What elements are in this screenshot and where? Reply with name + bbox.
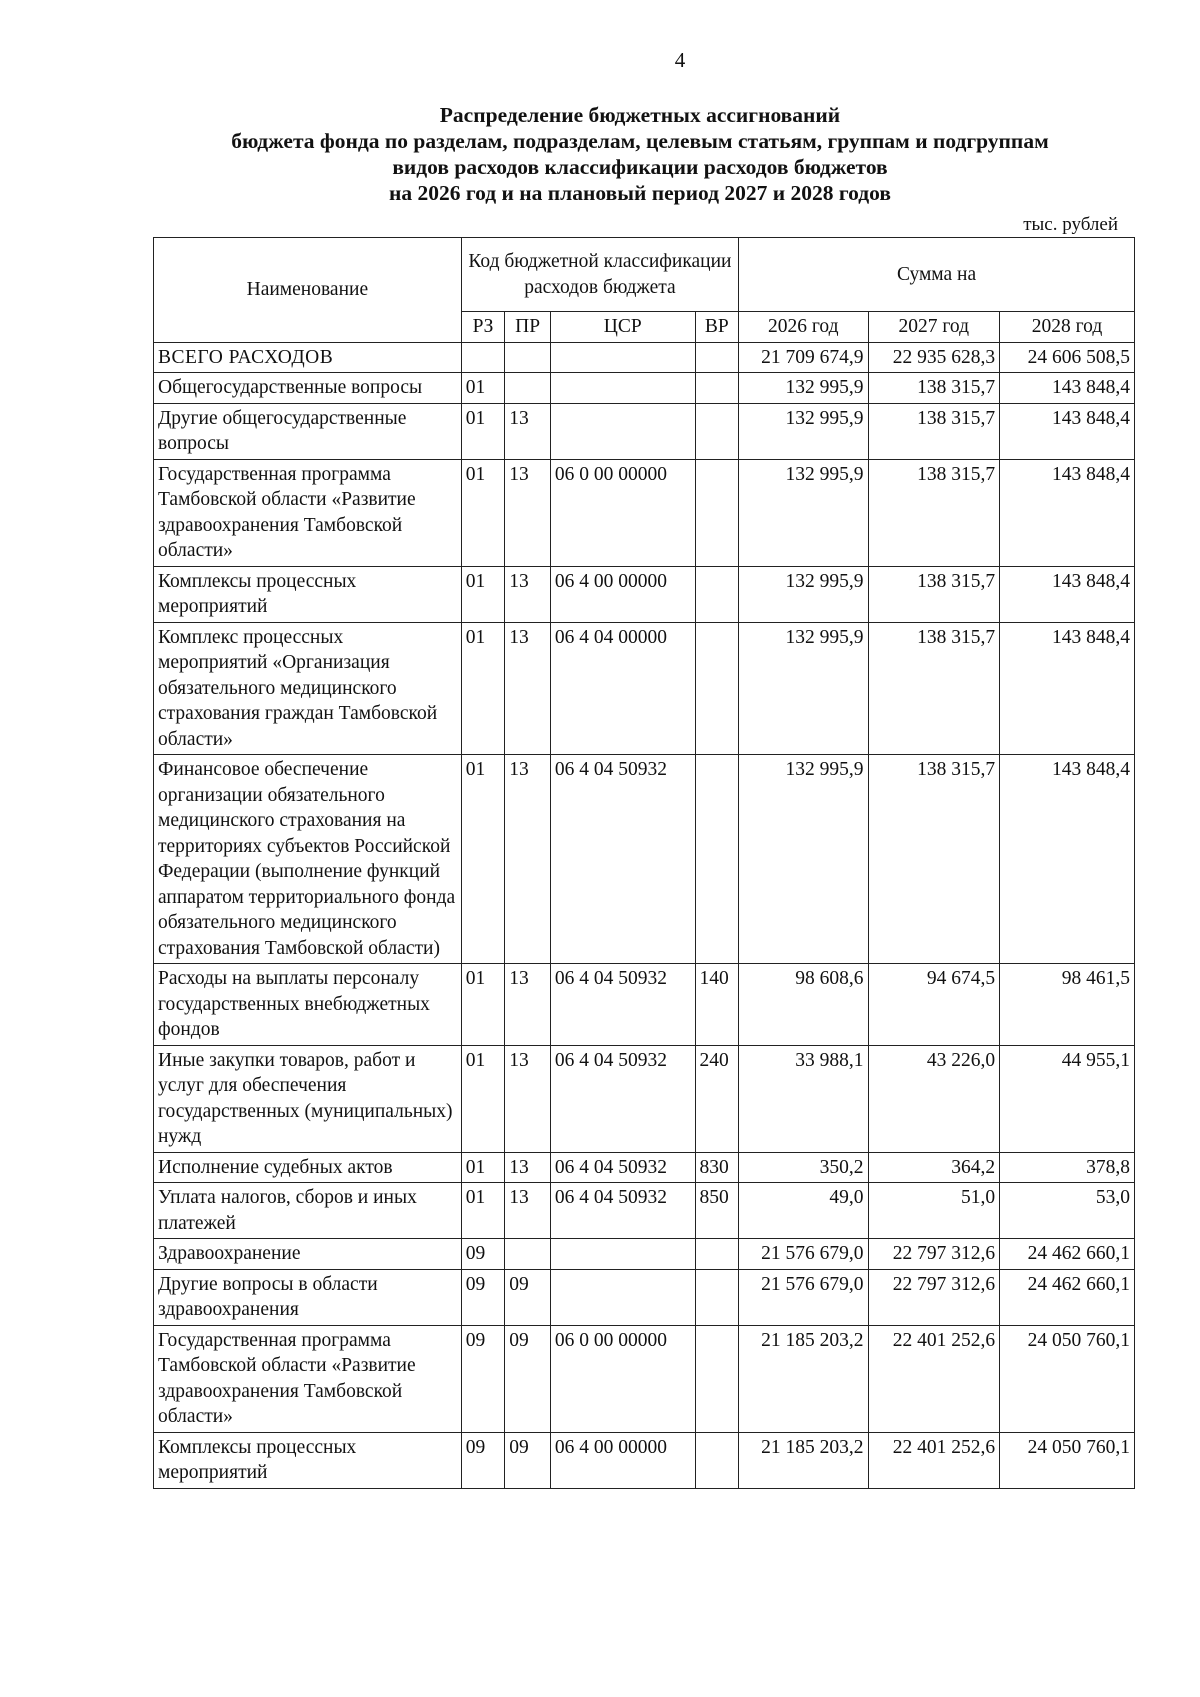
table-body [154, 342, 1135, 1488]
title-line: Распределение бюджетных ассигнований [439, 103, 841, 127]
row-sum-2028: 143 848,4 [1000, 622, 1135, 755]
row-sum-2026: 21 185 203,2 [739, 1325, 868, 1432]
row-name: Здравоохранение [154, 1239, 462, 1270]
row-pr: 09 [505, 1432, 551, 1488]
row-vr [695, 1239, 739, 1270]
row-rz: 09 [461, 1325, 505, 1432]
row-sum-2028: 143 848,4 [1000, 459, 1135, 566]
header-csr: ЦСР [550, 312, 695, 343]
row-sum-2026: 49,0 [739, 1183, 868, 1239]
title-line: видов расходов классификации расходов бюджетов [392, 155, 888, 179]
row-name: Иные закупки товаров, работ и услуг для обеспечения государственных (муниципальных) нужд [154, 1045, 462, 1152]
row-rz: 01 [461, 403, 505, 459]
row-vr [695, 1432, 739, 1488]
row-name: Государственная программа Тамбовской области «Развитие здравоохранения Тамбовской области» [154, 459, 462, 566]
row-sum-2027: 138 315,7 [868, 459, 1000, 566]
row-rz: 01 [461, 964, 505, 1046]
row-name: Другие вопросы в области здравоохранения [154, 1269, 462, 1325]
row-csr: 06 4 04 50932 [550, 1045, 695, 1152]
row-sum-2026: 21 576 679,0 [739, 1269, 868, 1325]
row-sum-2027: 43 226,0 [868, 1045, 1000, 1152]
row-name: Финансовое обеспечение организации обязательного медицинского страхования на территориях субъектов Российской Федерации (выполнение функций аппаратом территориального фонда обязательного медицинского страхования Тамбовской области) [154, 755, 462, 964]
row-vr [695, 755, 739, 964]
row-sum-2027: 364,2 [868, 1152, 1000, 1183]
row-vr [695, 342, 739, 373]
row-vr: 830 [695, 1152, 739, 1183]
budget-table [153, 237, 1135, 1489]
row-vr [695, 459, 739, 566]
row-pr: 13 [505, 403, 551, 459]
page-number: 4 [674, 48, 686, 72]
title-line: бюджета фонда по разделам, подразделам, целевым статьям, группам и подгруппам [231, 129, 1049, 153]
row-sum-2027: 22 797 312,6 [868, 1239, 1000, 1270]
header-code-group: Код бюджетной классификации расходов бюджета [461, 238, 738, 312]
row-vr: 240 [695, 1045, 739, 1152]
row-pr: 13 [505, 964, 551, 1046]
row-sum-2026: 21 576 679,0 [739, 1239, 868, 1270]
row-sum-2028: 24 462 660,1 [1000, 1239, 1135, 1270]
row-rz: 01 [461, 566, 505, 622]
row-vr [695, 1325, 739, 1432]
row-rz: 01 [461, 622, 505, 755]
row-sum-2028: 24 606 508,5 [1000, 342, 1135, 373]
row-name: Расходы на выплаты персоналу государственных внебюджетных фондов [154, 964, 462, 1046]
row-sum-2028: 53,0 [1000, 1183, 1135, 1239]
header-sum-group: Сумма на [739, 238, 1135, 312]
row-csr: 06 0 00 00000 [550, 459, 695, 566]
row-rz: 09 [461, 1432, 505, 1488]
row-name: Исполнение судебных актов [154, 1152, 462, 1183]
row-rz: 01 [461, 459, 505, 566]
row-sum-2028: 143 848,4 [1000, 403, 1135, 459]
row-csr [550, 403, 695, 459]
row-pr: 13 [505, 459, 551, 566]
header-pr: ПР [505, 312, 551, 343]
row-sum-2026: 132 995,9 [739, 373, 868, 404]
row-csr [550, 373, 695, 404]
row-sum-2027: 22 401 252,6 [868, 1325, 1000, 1432]
row-sum-2027: 138 315,7 [868, 403, 1000, 459]
row-name: Общегосударственные вопросы [154, 373, 462, 404]
row-sum-2026: 350,2 [739, 1152, 868, 1183]
row-vr [695, 566, 739, 622]
table-row [154, 1432, 1135, 1488]
row-sum-2026: 21 185 203,2 [739, 1432, 868, 1488]
row-pr [505, 373, 551, 404]
row-name: Другие общегосударственные вопросы [154, 403, 462, 459]
row-sum-2028: 143 848,4 [1000, 566, 1135, 622]
row-sum-2027: 94 674,5 [868, 964, 1000, 1046]
row-name: Комплексы процессных мероприятий [154, 566, 462, 622]
row-sum-2027: 22 401 252,6 [868, 1432, 1000, 1488]
row-sum-2026: 21 709 674,9 [739, 342, 868, 373]
row-sum-2028: 98 461,5 [1000, 964, 1135, 1046]
row-rz: 09 [461, 1239, 505, 1270]
row-sum-2027: 51,0 [868, 1183, 1000, 1239]
row-rz: 01 [461, 1152, 505, 1183]
row-sum-2027: 138 315,7 [868, 373, 1000, 404]
row-sum-2026: 132 995,9 [739, 403, 868, 459]
row-sum-2026: 132 995,9 [739, 755, 868, 964]
row-csr [550, 1239, 695, 1270]
row-sum-2026: 132 995,9 [739, 622, 868, 755]
row-pr: 09 [505, 1325, 551, 1432]
row-name: ВСЕГО РАСХОДОВ [154, 342, 462, 373]
row-csr: 06 4 00 00000 [550, 1432, 695, 1488]
row-csr: 06 0 00 00000 [550, 1325, 695, 1432]
row-sum-2028: 143 848,4 [1000, 373, 1135, 404]
row-sum-2028: 143 848,4 [1000, 755, 1135, 964]
row-sum-2028: 24 050 760,1 [1000, 1325, 1135, 1432]
table-row [154, 1325, 1135, 1432]
row-pr: 13 [505, 1183, 551, 1239]
row-pr: 13 [505, 622, 551, 755]
row-rz: 01 [461, 1045, 505, 1152]
table-row [154, 1183, 1135, 1239]
row-sum-2028: 378,8 [1000, 1152, 1135, 1183]
row-name: Уплата налогов, сборов и иных платежей [154, 1183, 462, 1239]
row-csr [550, 342, 695, 373]
row-csr [550, 1269, 695, 1325]
row-pr: 13 [505, 1152, 551, 1183]
row-sum-2028: 44 955,1 [1000, 1045, 1135, 1152]
row-sum-2028: 24 050 760,1 [1000, 1432, 1135, 1488]
row-vr: 140 [695, 964, 739, 1046]
row-name: Комплексы процессных мероприятий [154, 1432, 462, 1488]
table-row [154, 1045, 1135, 1152]
header-vr: ВР [695, 312, 739, 343]
table-row [154, 622, 1135, 755]
row-rz: 01 [461, 373, 505, 404]
row-pr [505, 342, 551, 373]
row-csr: 06 4 04 00000 [550, 622, 695, 755]
row-sum-2027: 22 797 312,6 [868, 1269, 1000, 1325]
row-csr: 06 4 04 50932 [550, 755, 695, 964]
table-row [154, 373, 1135, 404]
table-row [154, 1152, 1135, 1183]
row-rz [461, 342, 505, 373]
row-rz: 09 [461, 1269, 505, 1325]
row-vr [695, 622, 739, 755]
table-row [154, 459, 1135, 566]
row-sum-2027: 138 315,7 [868, 622, 1000, 755]
header-rz: РЗ [461, 312, 505, 343]
table-row [154, 566, 1135, 622]
row-name: Государственная программа Тамбовской области «Развитие здравоохранения Тамбовской области» [154, 1325, 462, 1432]
title-line: на 2026 год и на плановый период 2027 и 2028 годов [389, 181, 891, 205]
header-name: Наименование [154, 238, 462, 343]
row-csr: 06 4 04 50932 [550, 1152, 695, 1183]
row-pr: 13 [505, 566, 551, 622]
row-pr [505, 1239, 551, 1270]
table-row [154, 1269, 1135, 1325]
row-sum-2028: 24 462 660,1 [1000, 1269, 1135, 1325]
row-sum-2027: 138 315,7 [868, 566, 1000, 622]
row-csr: 06 4 04 50932 [550, 964, 695, 1046]
row-csr: 06 4 00 00000 [550, 566, 695, 622]
row-pr: 13 [505, 755, 551, 964]
table-row [154, 964, 1135, 1046]
row-sum-2027: 22 935 628,3 [868, 342, 1000, 373]
table-row [154, 755, 1135, 964]
row-rz: 01 [461, 755, 505, 964]
row-name: Комплекс процессных мероприятий «Организация обязательного медицинского страхования граждан Тамбовской области» [154, 622, 462, 755]
units-label: тыс. рублей [1023, 214, 1118, 235]
row-vr [695, 373, 739, 404]
header-2027: 2027 год [868, 312, 1000, 343]
row-csr: 06 4 04 50932 [550, 1183, 695, 1239]
header-2026: 2026 год [739, 312, 868, 343]
row-pr: 09 [505, 1269, 551, 1325]
row-vr: 850 [695, 1183, 739, 1239]
header-2028: 2028 год [1000, 312, 1135, 343]
row-sum-2026: 98 608,6 [739, 964, 868, 1046]
table-row [154, 342, 1135, 373]
row-sum-2026: 132 995,9 [739, 566, 868, 622]
row-sum-2027: 138 315,7 [868, 755, 1000, 964]
row-vr [695, 403, 739, 459]
row-vr [695, 1269, 739, 1325]
row-sum-2026: 33 988,1 [739, 1045, 868, 1152]
row-pr: 13 [505, 1045, 551, 1152]
table-row [154, 403, 1135, 459]
document-title [140, 102, 1140, 206]
row-rz: 01 [461, 1183, 505, 1239]
row-sum-2026: 132 995,9 [739, 459, 868, 566]
table-row [154, 1239, 1135, 1270]
